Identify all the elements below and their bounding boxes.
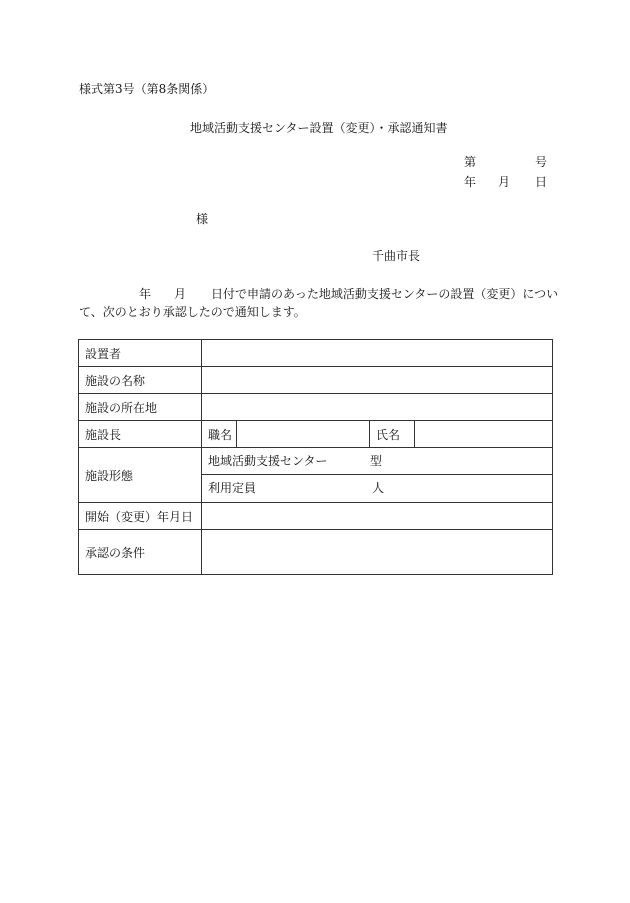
body-year: 年 xyxy=(139,287,152,301)
form-number: 様式第3号（第8条関係） xyxy=(79,82,215,96)
row-facility-address xyxy=(79,394,553,421)
approval-conditions-value xyxy=(202,530,553,575)
issuer: 千曲市長 xyxy=(372,249,421,263)
addressee-suffix: 様 xyxy=(196,212,209,226)
approval-form-table xyxy=(78,339,553,575)
date-year: 年 xyxy=(464,175,477,189)
body-line2: て、次のとおり承認したので通知します。 xyxy=(79,305,306,319)
job-title-value xyxy=(237,421,370,448)
row-start-date xyxy=(79,503,553,530)
facility-name-value xyxy=(202,367,553,394)
center-type-prefix: 地域活動支援センター xyxy=(208,454,328,468)
row-approval-conditions xyxy=(79,530,553,575)
start-date-value xyxy=(202,503,553,530)
date-month: 月 xyxy=(498,175,511,189)
capacity-line xyxy=(202,474,552,501)
start-date-label: 開始（変更）年月日 xyxy=(79,503,202,530)
setter-label: 設置者 xyxy=(79,340,202,367)
body-month: 月 xyxy=(174,287,187,301)
capacity-label: 利用定員 xyxy=(208,481,257,495)
row-facility-name xyxy=(79,367,553,394)
document-title: 地域活動支援センター設置（変更）・承認通知書 xyxy=(190,121,448,135)
facility-address-value xyxy=(202,394,553,421)
number-gou: 号 xyxy=(535,155,548,169)
facility-form-label: 施設形態 xyxy=(79,448,202,503)
facility-name-label: 施設の名称 xyxy=(79,367,202,394)
row-setter xyxy=(79,340,553,367)
row-facility-form xyxy=(79,448,553,503)
date-day: 日 xyxy=(535,175,548,189)
capacity-unit: 人 xyxy=(372,481,385,495)
facility-address-label: 施設の所在地 xyxy=(79,394,202,421)
setter-value xyxy=(202,340,553,367)
approval-conditions-label: 承認の条件 xyxy=(79,530,202,575)
facility-head-label: 施設長 xyxy=(79,421,202,448)
center-type-suffix: 型 xyxy=(370,454,383,468)
full-name-value xyxy=(415,421,553,448)
row-facility-head xyxy=(79,421,553,448)
center-type-line xyxy=(202,448,552,474)
facility-form-value xyxy=(202,448,553,503)
job-title-label: 職名 xyxy=(202,421,237,448)
full-name-label: 氏名 xyxy=(370,421,415,448)
body-line1: 日付で申請のあった地域活動支援センターの設置（変更）につい xyxy=(211,287,559,301)
number-dai: 第 xyxy=(464,155,477,169)
